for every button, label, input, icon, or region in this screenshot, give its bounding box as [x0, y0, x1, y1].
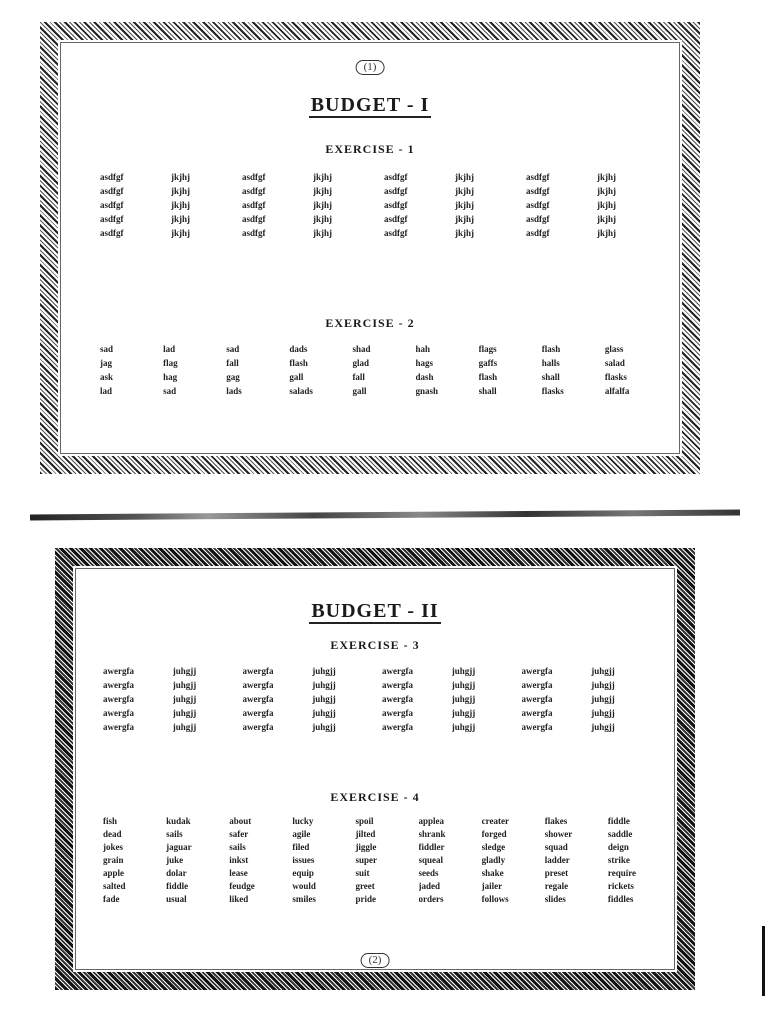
practice-word: orders	[418, 894, 444, 904]
page-number: (1)	[356, 60, 385, 75]
practice-word: jkjhj	[313, 214, 333, 224]
practice-word: shall	[478, 386, 497, 396]
practice-word: jkjhj	[597, 214, 617, 224]
practice-word: dads	[289, 344, 308, 354]
practice-word: gaffs	[478, 358, 498, 368]
practice-word: flash	[541, 344, 561, 354]
practice-word: hah	[415, 344, 431, 354]
budget-2-sheet	[55, 548, 695, 990]
practice-word: fiddles	[607, 894, 634, 904]
practice-word: awergfa	[242, 694, 274, 704]
exercise-1-grid	[100, 172, 660, 238]
practice-word: gall	[352, 386, 367, 396]
practice-word: asdfgf	[242, 172, 266, 182]
inner-border-line	[75, 568, 675, 970]
practice-word: jkjhj	[171, 186, 191, 196]
practice-word: strike	[607, 855, 630, 865]
page-divider	[30, 510, 740, 521]
exercise-1-title: EXERCISE - 1	[325, 142, 415, 156]
practice-word: deign	[607, 842, 629, 852]
practice-word: flag	[163, 358, 178, 368]
practice-word: asdfgf	[384, 186, 408, 196]
practice-word: jkjhj	[171, 214, 191, 224]
practice-word: rickets	[607, 881, 634, 891]
practice-word: awergfa	[242, 666, 274, 676]
practice-word: alfalfa	[604, 386, 630, 396]
practice-word: issues	[292, 855, 315, 865]
practice-word: awergfa	[382, 694, 413, 704]
practice-word: filed	[292, 842, 310, 852]
practice-word: asdfgf	[100, 172, 124, 182]
practice-word: creater	[481, 816, 509, 826]
practice-word: jkjhj	[171, 200, 191, 210]
practice-word: smiles	[292, 894, 316, 904]
practice-word: squad	[544, 842, 568, 852]
practice-word: juhgjj	[591, 666, 615, 676]
practice-word: juke	[166, 855, 184, 865]
practice-word: dash	[415, 372, 434, 382]
practice-word: fade	[103, 894, 120, 904]
practice-word: jkjhj	[455, 214, 475, 224]
practice-word: asdfgf	[100, 200, 124, 210]
practice-word: asdfgf	[384, 172, 408, 182]
practice-word: salads	[289, 386, 313, 396]
practice-word: sails	[166, 829, 183, 839]
practice-word: shrank	[418, 829, 446, 839]
practice-word: juhgjj	[591, 722, 615, 732]
practice-word: jkjhj	[313, 186, 333, 196]
practice-word: about	[229, 816, 252, 826]
practice-word: shower	[544, 829, 573, 839]
practice-word: jiggle	[355, 842, 377, 852]
practice-word: jkjhj	[455, 172, 475, 182]
practice-word: asdfgf	[526, 214, 550, 224]
practice-word: jkjhj	[455, 228, 475, 238]
practice-word: awergfa	[242, 722, 274, 732]
practice-word: jaguar	[166, 842, 192, 852]
practice-word: dead	[103, 829, 122, 839]
practice-word: awergfa	[382, 722, 413, 732]
practice-word: lease	[229, 868, 248, 878]
practice-word: jokes	[103, 842, 123, 852]
practice-word: juhgjj	[172, 722, 197, 732]
practice-word: jkjhj	[597, 228, 617, 238]
practice-word: spoil	[355, 816, 374, 826]
practice-word: jkjhj	[171, 172, 191, 182]
practice-word: juhgjj	[312, 694, 336, 704]
practice-word: juhgjj	[451, 708, 476, 718]
practice-word: flags	[478, 344, 497, 354]
practice-word: gall	[289, 372, 304, 382]
practice-word: feudge	[229, 881, 255, 891]
practice-word: fiddle	[607, 816, 630, 826]
practice-word: safer	[229, 829, 249, 839]
practice-word: jkjhj	[455, 200, 475, 210]
practice-word: awergfa	[103, 722, 134, 732]
practice-word: jilted	[355, 829, 376, 839]
practice-word: glad	[352, 358, 369, 368]
practice-word: regale	[544, 881, 569, 891]
practice-word: agile	[292, 829, 311, 839]
practice-word: lad	[100, 386, 113, 396]
practice-word: juhgjj	[172, 666, 197, 676]
practice-word: awergfa	[521, 680, 553, 690]
practice-word: gnash	[415, 386, 439, 396]
practice-word: halls	[541, 358, 560, 368]
practice-word: slides	[544, 894, 566, 904]
practice-word: usual	[166, 894, 187, 904]
practice-word: inkst	[229, 855, 249, 865]
practice-word: liked	[229, 894, 249, 904]
practice-word: asdfgf	[526, 200, 550, 210]
practice-word: applea	[418, 816, 445, 826]
practice-word: juhgjj	[591, 694, 615, 704]
exercise-3-grid	[103, 666, 653, 732]
practice-word: dolar	[166, 868, 187, 878]
practice-word: flasks	[541, 386, 564, 396]
practice-word: jkjhj	[597, 200, 617, 210]
practice-word: fall	[226, 358, 239, 368]
practice-word: pride	[355, 894, 376, 904]
practice-word: sad	[100, 344, 114, 354]
practice-word: jkjhj	[313, 228, 333, 238]
practice-word: juhgjj	[591, 680, 615, 690]
practice-word: asdfgf	[100, 228, 124, 238]
practice-word: awergfa	[103, 680, 134, 690]
practice-word: jaded	[418, 881, 441, 891]
practice-word: asdfgf	[526, 228, 550, 238]
budget-title: BUDGET - I	[310, 94, 430, 116]
practice-word: asdfgf	[526, 186, 550, 196]
practice-word: lucky	[292, 816, 314, 826]
practice-word: asdfgf	[100, 214, 124, 224]
practice-word: fiddle	[166, 881, 189, 891]
practice-word: lad	[163, 344, 176, 354]
exercise-2-grid	[100, 344, 660, 396]
practice-word: asdfgf	[526, 172, 550, 182]
practice-word: jag	[100, 358, 112, 368]
practice-word: saddle	[607, 829, 633, 839]
practice-word: juhgjj	[172, 680, 197, 690]
practice-word: forged	[481, 829, 507, 839]
page-number: (2)	[361, 953, 390, 968]
practice-word: asdfgf	[384, 228, 408, 238]
practice-word: ladder	[544, 855, 570, 865]
practice-word: asdfgf	[242, 228, 266, 238]
practice-word: asdfgf	[242, 200, 266, 210]
exercise-4-title: EXERCISE - 4	[330, 790, 420, 804]
practice-word: awergfa	[382, 708, 413, 718]
scan-edge-mark	[762, 926, 765, 996]
practice-word: jailer	[481, 881, 503, 891]
practice-word: grain	[103, 855, 124, 865]
practice-word: sad	[226, 344, 240, 354]
practice-word: asdfgf	[384, 200, 408, 210]
practice-word: awergfa	[521, 694, 553, 704]
practice-word: super	[355, 855, 377, 865]
practice-word: ask	[100, 372, 114, 382]
practice-word: awergfa	[382, 680, 413, 690]
practice-word: awergfa	[382, 666, 413, 676]
decorative-border	[40, 22, 700, 474]
practice-word: flash	[289, 358, 308, 368]
practice-word: juhgjj	[451, 680, 476, 690]
practice-word: suit	[355, 868, 370, 878]
practice-word: asdfgf	[242, 214, 266, 224]
practice-word: awergfa	[521, 722, 553, 732]
practice-word: asdfgf	[242, 186, 266, 196]
practice-word: awergfa	[521, 666, 553, 676]
practice-word: awergfa	[521, 708, 553, 718]
practice-word: asdfgf	[384, 214, 408, 224]
budget-title: BUDGET - II	[311, 600, 439, 622]
practice-word: flasks	[604, 372, 627, 382]
practice-word: juhgjj	[591, 708, 615, 718]
practice-word: shall	[541, 372, 560, 382]
practice-word: follows	[481, 894, 509, 904]
practice-word: fall	[352, 372, 365, 382]
practice-word: would	[292, 881, 316, 891]
practice-word: flash	[478, 372, 498, 382]
practice-word: awergfa	[103, 694, 134, 704]
practice-word: sails	[229, 842, 246, 852]
practice-word: jkjhj	[171, 228, 191, 238]
practice-word: jkjhj	[455, 186, 475, 196]
practice-word: require	[607, 868, 637, 878]
practice-word: shad	[352, 344, 371, 354]
practice-word: sad	[163, 386, 177, 396]
exercise-3-title: EXERCISE - 3	[330, 638, 420, 652]
practice-word: flakes	[544, 816, 568, 826]
practice-word: preset	[544, 868, 569, 878]
practice-word: juhgjj	[312, 666, 336, 676]
practice-word: equip	[292, 868, 314, 878]
exercise-2-title: EXERCISE - 2	[325, 316, 415, 330]
practice-word: juhgjj	[312, 708, 336, 718]
practice-word: hags	[415, 358, 434, 368]
practice-word: kudak	[166, 816, 191, 826]
practice-word: juhgjj	[451, 722, 476, 732]
practice-word: juhgjj	[172, 708, 197, 718]
practice-word: lads	[226, 386, 242, 396]
practice-word: shake	[481, 868, 504, 878]
exercise-4-grid	[103, 816, 663, 904]
practice-word: salad	[604, 358, 625, 368]
practice-word: asdfgf	[100, 186, 124, 196]
practice-word: awergfa	[242, 708, 274, 718]
practice-word: seeds	[418, 868, 439, 878]
practice-word: awergfa	[242, 680, 274, 690]
practice-word: gladly	[481, 855, 506, 865]
practice-word: squeal	[418, 855, 444, 865]
practice-word: juhgjj	[451, 666, 476, 676]
practice-word: sledge	[481, 842, 506, 852]
practice-word: apple	[103, 868, 125, 878]
practice-word: juhgjj	[312, 680, 336, 690]
practice-word: glass	[604, 344, 624, 354]
practice-word: greet	[355, 881, 375, 891]
practice-word: awergfa	[103, 666, 134, 676]
practice-word: salted	[103, 881, 126, 891]
practice-word: juhgjj	[451, 694, 476, 704]
practice-word: fiddler	[418, 842, 445, 852]
practice-word: fish	[103, 816, 118, 826]
practice-word: juhgjj	[312, 722, 336, 732]
practice-word: jkjhj	[597, 186, 617, 196]
practice-word: juhgjj	[172, 694, 197, 704]
practice-word: jkjhj	[597, 172, 617, 182]
practice-word: jkjhj	[313, 172, 333, 182]
practice-word: awergfa	[103, 708, 134, 718]
practice-word: hag	[163, 372, 178, 382]
practice-word: gag	[226, 372, 240, 382]
budget-1-sheet	[40, 22, 700, 474]
practice-word: jkjhj	[313, 200, 333, 210]
